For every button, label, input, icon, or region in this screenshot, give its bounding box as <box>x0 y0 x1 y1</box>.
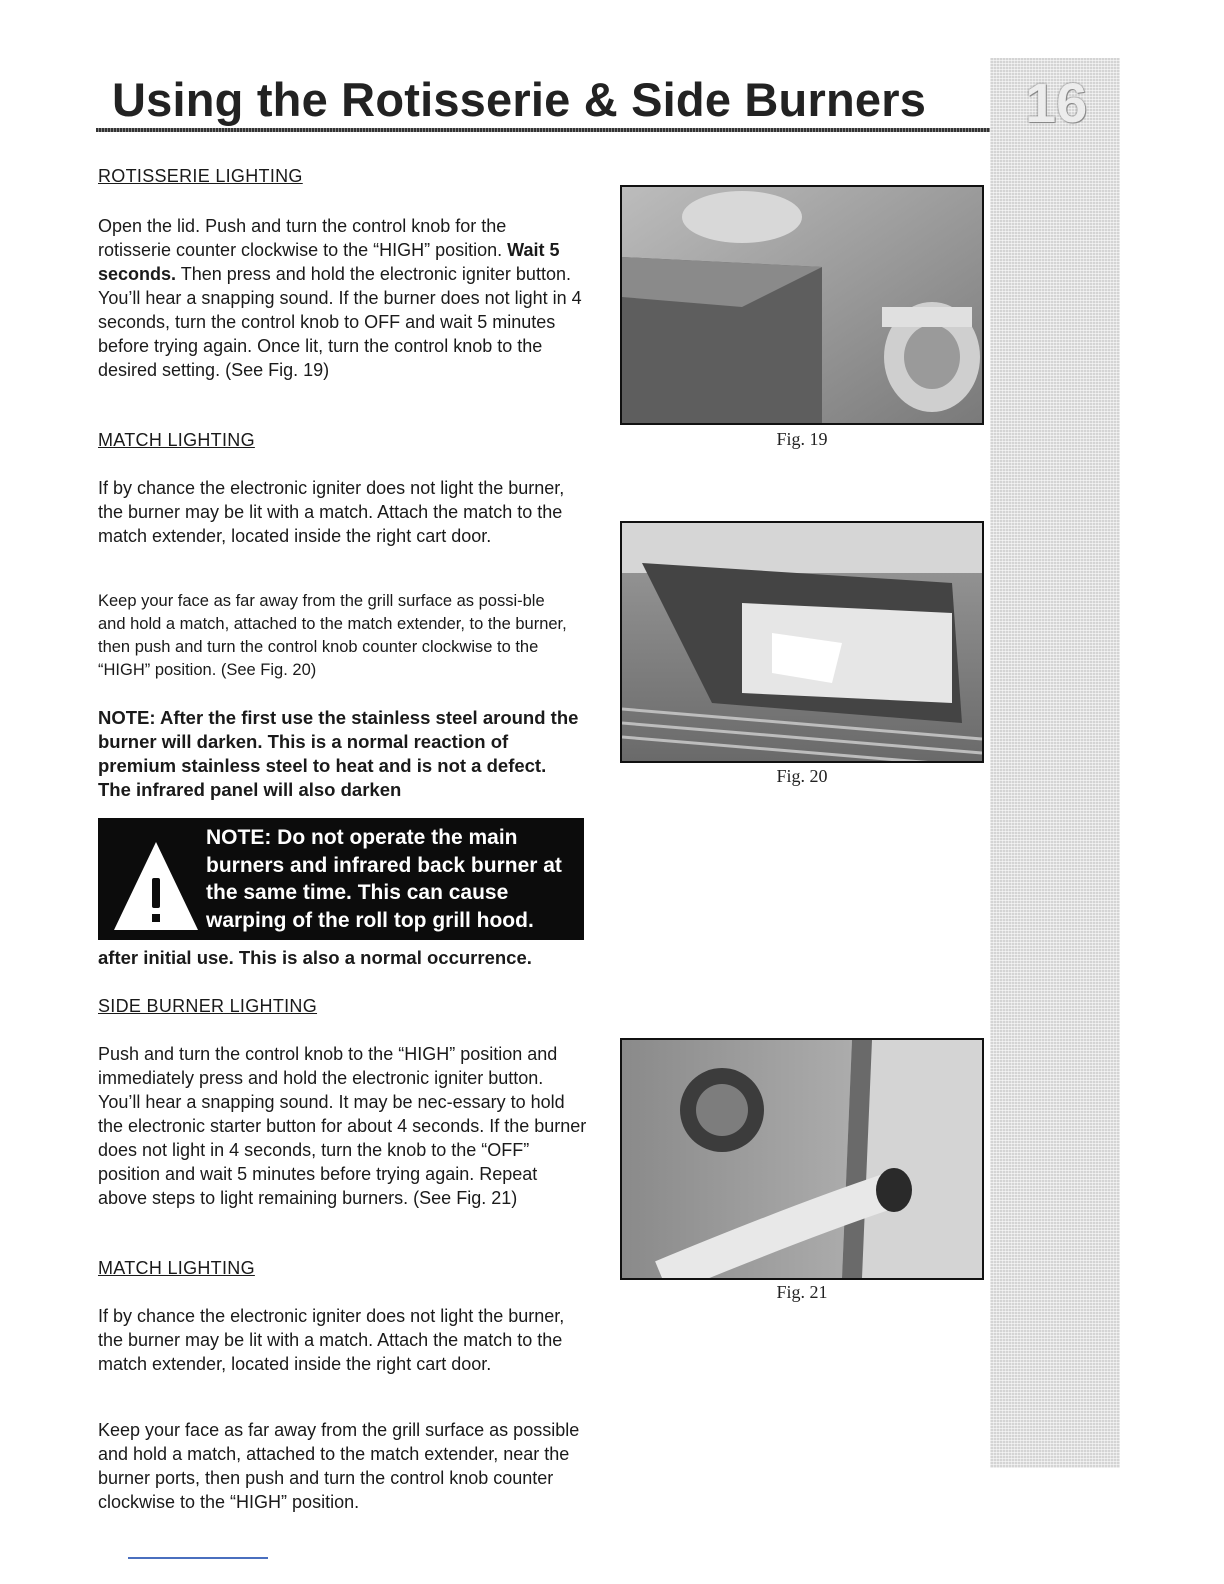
side-burner-paragraph: Push and turn the control knob to the “HIGH” position and immediately press and hold the electronic igniter button. You’ll hear a snapping sound. It may be nec-essary to hold the electronic starter button for about 4 seconds. If the burner does not light in 4 seconds, turn the knob to the “OFF” position and wait 5 minutes before trying again. Repeat above steps to light remaining burners. (See Fig. 21) <box>98 1044 587 1208</box>
figure-20-caption: Fig. 20 <box>776 766 828 786</box>
rotisserie-section <box>98 166 588 187</box>
footer-rule <box>128 1557 268 1559</box>
figure-19-caption: Fig. 19 <box>776 429 828 449</box>
page-number: 16 <box>1025 71 1088 134</box>
stainless-note: NOTE: After the first use the stainless steel around the burner will darken. This is a normal reaction of premium stainless steel to heat and is not a defect. The infrared panel will also darken <box>98 707 579 800</box>
rotisserie-paragraph <box>98 214 584 382</box>
match-lighting-heading-2: MATCH LIGHTING <box>98 1258 255 1278</box>
side-burner-heading: SIDE BURNER LIGHTING <box>98 996 318 1016</box>
match-lighting-paragraph-2: Keep your face as far away from the grill surface as possi-ble and hold a match, attached to the match extender, to the burner, then push and turn the control knob counter clockwise to the “HIGH” position. (See Fig. 20) <box>98 592 567 679</box>
rotisserie-text-c: Then press and hold the electronic igniter button. You’ll hear a snapping sound. If the burner does not light in 4 seconds, turn the control knob to OFF and wait 5 minutes before trying again. Once lit, turn the control knob to the desired setting. (See Fig. 19) <box>98 264 582 380</box>
warning-box <box>98 818 584 940</box>
rotisserie-text-a: Open the lid. Push and turn the control knob for the rotisserie counter clockwise to the “HIGH” position. <box>98 216 507 260</box>
warning-triangle-icon <box>112 838 200 932</box>
match-lighting-paragraph-4: Keep your face as far away from the grill surface as possible and hold a match, attached to the match extender, near the burner ports, then push and turn the control knob counter clockwise to the “HIGH” position. <box>98 1420 580 1512</box>
match-lighting-paragraph-3: If by chance the electronic igniter does not light the burner, the burner may be lit with a match. Attach the match to the match extender, located inside the right cart door. <box>98 1306 565 1374</box>
figure-19-photo <box>620 185 984 425</box>
match-lighting-paragraph-1: If by chance the electronic igniter does not light the burner, the burner may be lit with a match. Attach the match to the match extender, located inside the right cart door. <box>98 478 565 546</box>
rotisserie-text-bold: Wait 5 seconds. <box>98 240 560 284</box>
side-tab <box>990 58 1120 1468</box>
figure-21-caption: Fig. 21 <box>776 1282 828 1302</box>
rotisserie-heading: ROTISSERIE LIGHTING <box>98 166 303 186</box>
stainless-note-continued: after initial use. This is also a normal occurrence. <box>98 947 532 968</box>
page-title: Using the Rotisserie & Side Burners <box>112 73 927 126</box>
figure-21-photo <box>620 1038 984 1280</box>
warning-text: NOTE: Do not operate the main burners and infrared back burner at the same time. This can cause warping of the roll top grill hood. <box>206 826 562 932</box>
match-lighting-heading-1: MATCH LIGHTING <box>98 430 255 450</box>
title-underline <box>96 128 994 132</box>
figure-20-photo <box>620 521 984 763</box>
